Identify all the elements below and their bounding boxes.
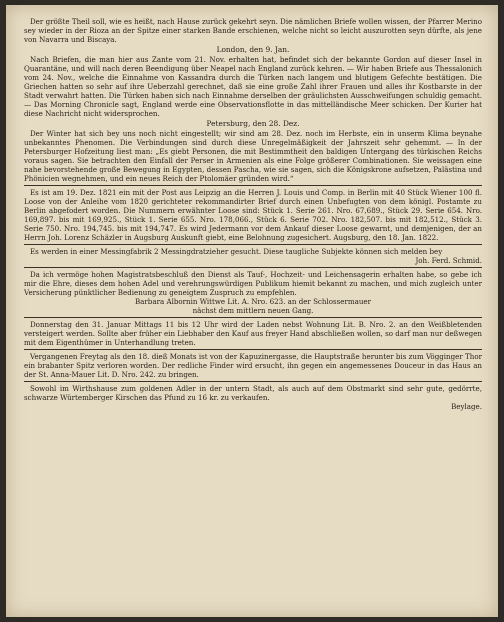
page-content [24, 17, 482, 411]
auction-notice: Donnerstag den 31. Januar Mittags 11 bis 12 Uhr wird der Laden nebst Wohnung Lit. B. Nro. 2. an den Weißbletenden versteigert werden. Sollte aber früher ein Liebhaber den Kauf aus freyer Hand abschließen wollen, so darf man nur deßwegen mit dem Eigenthümer in Unterhandlung treten. [24, 320, 482, 347]
supplement-marker: Beylage. [451, 402, 482, 411]
divider [24, 267, 482, 268]
lost-dog-notice: Vergangenen Freytag als den 18. dieß Monats ist von der Kapuzinergasse, die Hauptstraße herunter bis zum Vögginger Thor ein brabanter Spitz verloren worden. Der redliche Finder wird ersucht, ihn gegen ein angemessenes Douceur in das Haus an der St. Anna-Mauer Lit. D. Nro. 242. zu bringen. [24, 352, 482, 379]
petersburg-paragraph: Der Winter hat sich bey uns noch nicht eingestellt; wir sind am 28. Dez. noch im Herbste, ein in unserm Klima beynahe unbekanntes Phenomen. Die Verbindungen sind durch diese Unregelmäßigkeit der Jahrszeit sehr gehemmt. — In der Petersburger Hofzeitung liest man: „Es giebt Personen, die mit Bestimmtheit den baldigen Untergang des türkischen Reichs voraus sagen. Sie betrachten den Einfall der Perser in Armenien als eine Folge größerer Combinationen. Sie weissagen eine nahe bevorstehende große Bewegung in Egypten, dessen Pascha, wie sie sagen, sich die Königskrone aufsetzen, Palästina und Phönicien wegnehmen, und ein neues Reich der Ptolomäer gründen wird.“ [24, 129, 482, 183]
job-notice: Es werden in einer Messingfabrik 2 Messingdratzieher gesucht. Diese taugliche Subjekte können sich melden bey [30, 247, 443, 256]
service-notice-signature: Barbara Albornin Wittwe Lit. A. Nro. 623. an der Schlossermauer [134, 297, 372, 306]
service-notice-address: nächst dem mittlern neuen Gang. [192, 306, 314, 315]
london-paragraph: Nach Briefen, die man hier aus Zante vom 21. Nov. erhalten hat, befindet sich der bekannte Gordon auf dieser Insel in Quarantäne, und will nach deren Beendigung über Neapel nach England zurück kehren. — Wir haben Briefe aus Thessalonich vom 24. Nov., welche die Einnahme von Kassandra durch die Türken nach langem und blutigem Gefechte bestätigen. Die Griechen hatten so sehr auf ihre Ueberzahl gerechnet, daß sie eine große Zahl ihrer Frauen und alles ihr Kostbarste in der Stadt verwahrt hatten. Die Türken haben sich nach Einnahme derselben der gräulichsten Ausschweifungen schuldig gemacht. — Das Morning Chronicle sagt, England werde eine Observationsflotte in das mittelländische Meer schicken. Der Kurier hat diese Nachricht nicht widersprochen. [24, 55, 482, 118]
divider [24, 185, 482, 186]
spain-paragraph: Der größte Theil soll, wie es heißt, nach Hause zurück gekehrt seyn. Die nämlichen Briefe wollen wissen, der Pfarrer Merino sey wieder in der Rioza an der Spitze einer starken Bande erschienen, welche nicht so leicht auszurotten seyn dürfte, als jene von Navarra und Biscaya. [24, 17, 482, 44]
divider [24, 244, 482, 245]
cherries-notice: Sowohl im Wirthshause zum goldenen Adler in der untern Stadt, als auch auf dem Obstmarkt sind sehr gute, gedörrte, schwarze Würtemberger Kirschen das Pfund zu 16 kr. zu verkaufen. [24, 384, 482, 402]
divider [24, 349, 482, 350]
petersburg-dateline: Petersburg, den 28. Dez. [206, 119, 300, 128]
lost-letter-notice: Es ist am 19. Dez. 1821 ein mit der Post aus Leipzig an die Herren J. Louis und Comp. in Berlin mit 40 Stück Wiener 100 fl. Loose von der Anleihe vom 1820 gerichteter rekommandirter Brief durch einen Unbefugten von dem königl. Postamte zu Berlin abgefodert worden. Die Nummern erwähnter Loose sind: Stück 1. Serie 261. Nro. 67,689., Stück 29. Serie 654. Nro. 169,897. bis mit 169,925., Stück 1. Serie 655. Nro. 178,066., Stück 6. Serie 702. Nro. 182,507. bis mit 182,512., Stück 3. Serie 750. Nro. 194,745. bis mit 194,747. Es wird Jedermann vor dem Ankauf dieser Loose gewarnt, und demjenigen, der an Herrn Joh. Lorenz Schäzler in Augsburg Auskunft giebt, eine Belohnung zugesichert. Augsburg, den 18. Jan. 1822. [24, 188, 482, 242]
service-notice: Da ich vermöge hohen Magistratsbeschluß den Dienst als Tauf-, Hochzeit- und Leichensagerin erhalten habe, so gebe ich mir die Ehre, dieses dem hohen Adel und verehrungswürdigen Publikum hiemit bekannt zu machen, und mich zugleich unter Versicherung pünktlicher Bedienung zu geneigtem Zuspruch zu empfehlen. [24, 270, 482, 297]
newspaper-page [6, 5, 498, 617]
divider [24, 317, 482, 318]
london-dateline: London, den 9. Jan. [216, 45, 290, 54]
job-notice-signature: Joh. Ferd. Schmid. [415, 256, 482, 265]
divider [24, 381, 482, 382]
